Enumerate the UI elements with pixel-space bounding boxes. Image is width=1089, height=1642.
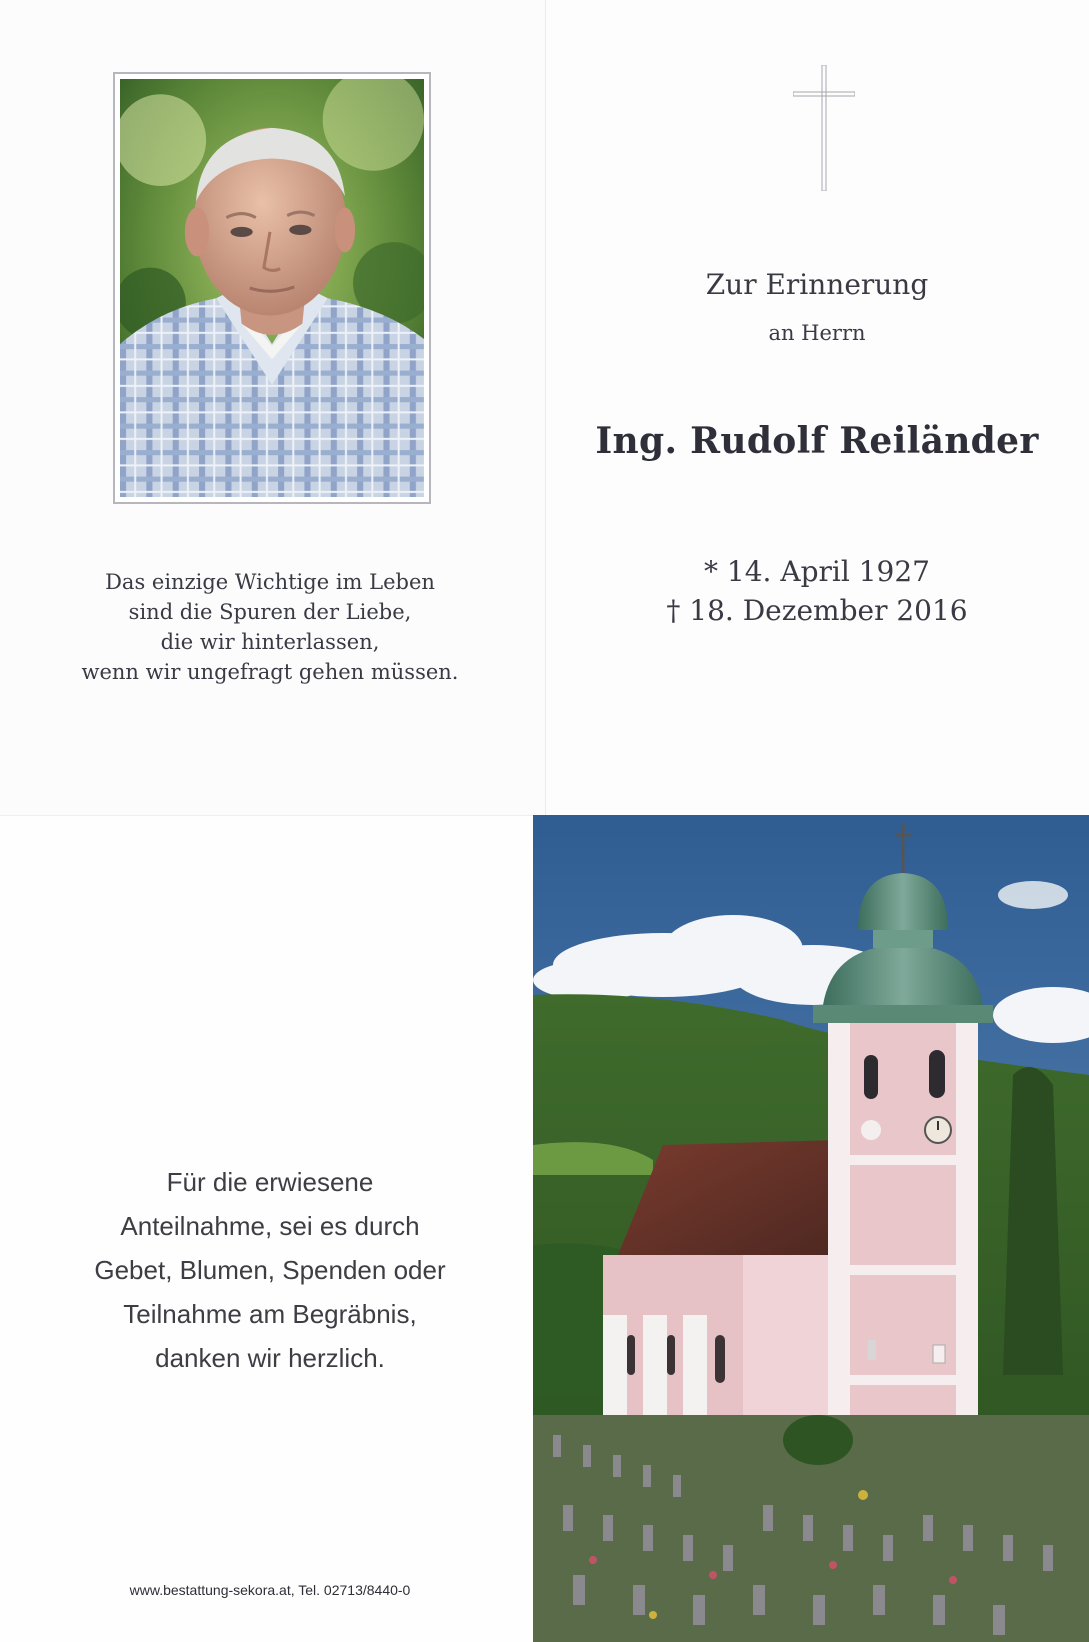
thanks-line: Für die erwiesene	[166, 1167, 374, 1197]
thanks-line: Gebet, Blumen, Spenden oder	[94, 1255, 446, 1285]
portrait-photo	[113, 72, 431, 504]
quote-line: wenn wir ungefragt gehen müssen.	[81, 660, 459, 684]
quote-line: sind die Spuren der Liebe,	[128, 600, 412, 624]
death-date: † 18. Dezember 2016	[666, 594, 968, 627]
church-photo-panel	[533, 815, 1089, 1642]
fold-line-vertical	[545, 0, 546, 815]
birth-date: * 14. April 1927	[704, 555, 930, 588]
quote-line: Das einzige Wichtige im Leben	[105, 570, 435, 594]
deceased-name: Ing. Rudolf Reiländer	[595, 420, 1039, 462]
quote-line: die wir hinterlassen,	[160, 630, 380, 654]
thanks-message	[40, 1160, 500, 1380]
funeral-home-contact: www.bestattung-sekora.at, Tel. 02713/8440-0	[129, 1582, 411, 1598]
memorial-quote	[70, 567, 470, 687]
thanks-line: Teilnahme am Begräbnis,	[123, 1299, 417, 1329]
portrait-image	[120, 79, 424, 497]
thanks-line: Anteilnahme, sei es durch	[120, 1211, 420, 1241]
church-photo	[533, 815, 1089, 1642]
remembrance-heading: Zur Erinnerung	[705, 268, 929, 301]
fold-line-horizontal	[0, 815, 533, 816]
cross-icon	[793, 65, 855, 191]
salutation: an Herrn	[768, 321, 866, 345]
thanks-line: danken wir herzlich.	[155, 1343, 385, 1373]
